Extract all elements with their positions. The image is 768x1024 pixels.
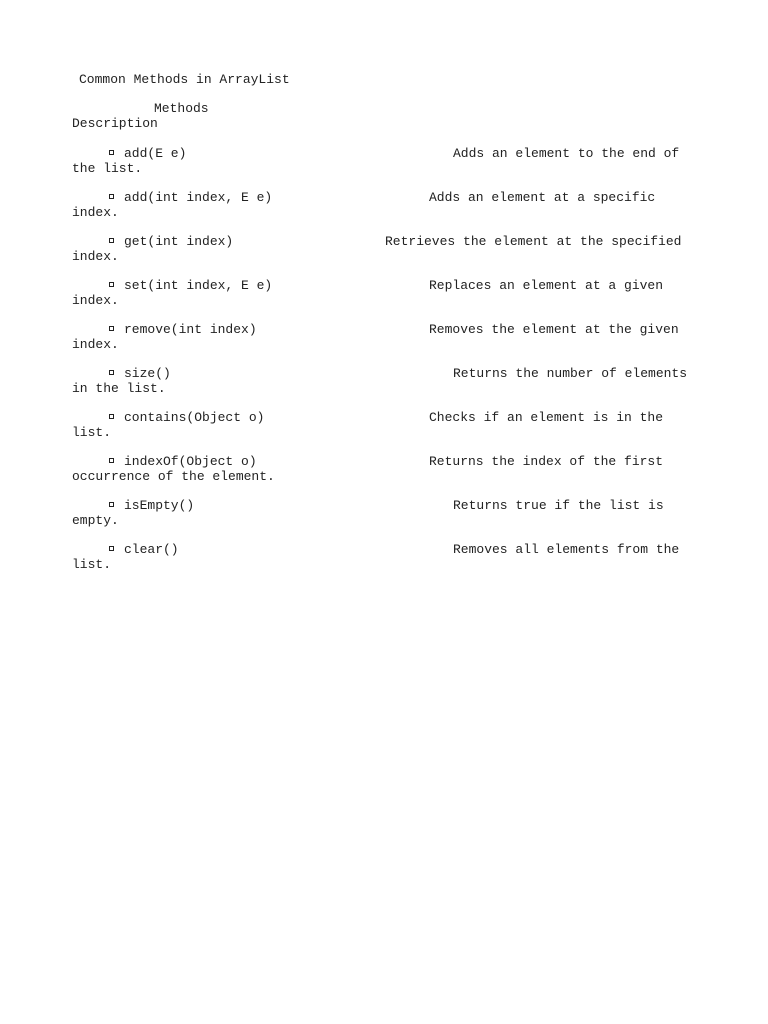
small-square-bullet-icon bbox=[109, 458, 114, 463]
small-square-bullet-icon bbox=[109, 194, 114, 199]
list-item bbox=[0, 498, 768, 528]
method-description-continued: occurrence of the element. bbox=[72, 469, 275, 484]
method-description-continued: in the list. bbox=[72, 381, 166, 396]
method-description-continued: empty. bbox=[72, 513, 119, 528]
list-item bbox=[0, 146, 768, 176]
list-item bbox=[0, 190, 768, 220]
list-item bbox=[0, 542, 768, 572]
small-square-bullet-icon bbox=[109, 502, 114, 507]
method-name: contains(Object o) bbox=[124, 410, 265, 425]
list-item bbox=[0, 278, 768, 308]
small-square-bullet-icon bbox=[109, 238, 114, 243]
method-description-continued: list. bbox=[72, 557, 112, 572]
small-square-bullet-icon bbox=[109, 414, 114, 419]
column-header-methods: Methods bbox=[154, 101, 209, 116]
method-description-continued: index. bbox=[72, 249, 119, 264]
small-square-bullet-icon bbox=[109, 282, 114, 287]
method-name: get(int index) bbox=[124, 234, 234, 249]
method-name: add(int index, E e) bbox=[124, 190, 273, 205]
method-description: Replaces an element at a given bbox=[429, 278, 664, 293]
method-description: Checks if an element is in the bbox=[429, 410, 664, 425]
method-name: size() bbox=[124, 366, 171, 381]
method-description: Retrieves the element at the specified bbox=[385, 234, 682, 249]
method-name: clear() bbox=[124, 542, 179, 557]
method-description: Removes the element at the given bbox=[429, 322, 679, 337]
method-description: Returns true if the list is bbox=[453, 498, 664, 513]
list-item bbox=[0, 454, 768, 484]
method-description-continued: list. bbox=[72, 425, 112, 440]
method-name: remove(int index) bbox=[124, 322, 257, 337]
list-item bbox=[0, 234, 768, 264]
method-description-continued: the list. bbox=[72, 161, 143, 176]
list-item bbox=[0, 366, 768, 396]
method-name: set(int index, E e) bbox=[124, 278, 273, 293]
small-square-bullet-icon bbox=[109, 546, 114, 551]
method-name: isEmpty() bbox=[124, 498, 195, 513]
method-description: Removes all elements from the bbox=[453, 542, 680, 557]
method-description: Returns the number of elements bbox=[453, 366, 688, 381]
method-description-continued: index. bbox=[72, 293, 119, 308]
small-square-bullet-icon bbox=[109, 370, 114, 375]
method-name: indexOf(Object o) bbox=[124, 454, 257, 469]
method-name: add(E e) bbox=[124, 146, 187, 161]
method-description-continued: index. bbox=[72, 205, 119, 220]
small-square-bullet-icon bbox=[109, 326, 114, 331]
small-square-bullet-icon bbox=[109, 150, 114, 155]
method-description: Adds an element to the end of bbox=[453, 146, 680, 161]
list-item bbox=[0, 322, 768, 352]
method-description: Adds an element at a specific bbox=[429, 190, 656, 205]
method-description: Returns the index of the first bbox=[429, 454, 664, 469]
list-item bbox=[0, 410, 768, 440]
method-description-continued: index. bbox=[72, 337, 119, 352]
column-header-description: Description bbox=[72, 116, 158, 131]
page-title: Common Methods in ArrayList bbox=[79, 72, 290, 87]
